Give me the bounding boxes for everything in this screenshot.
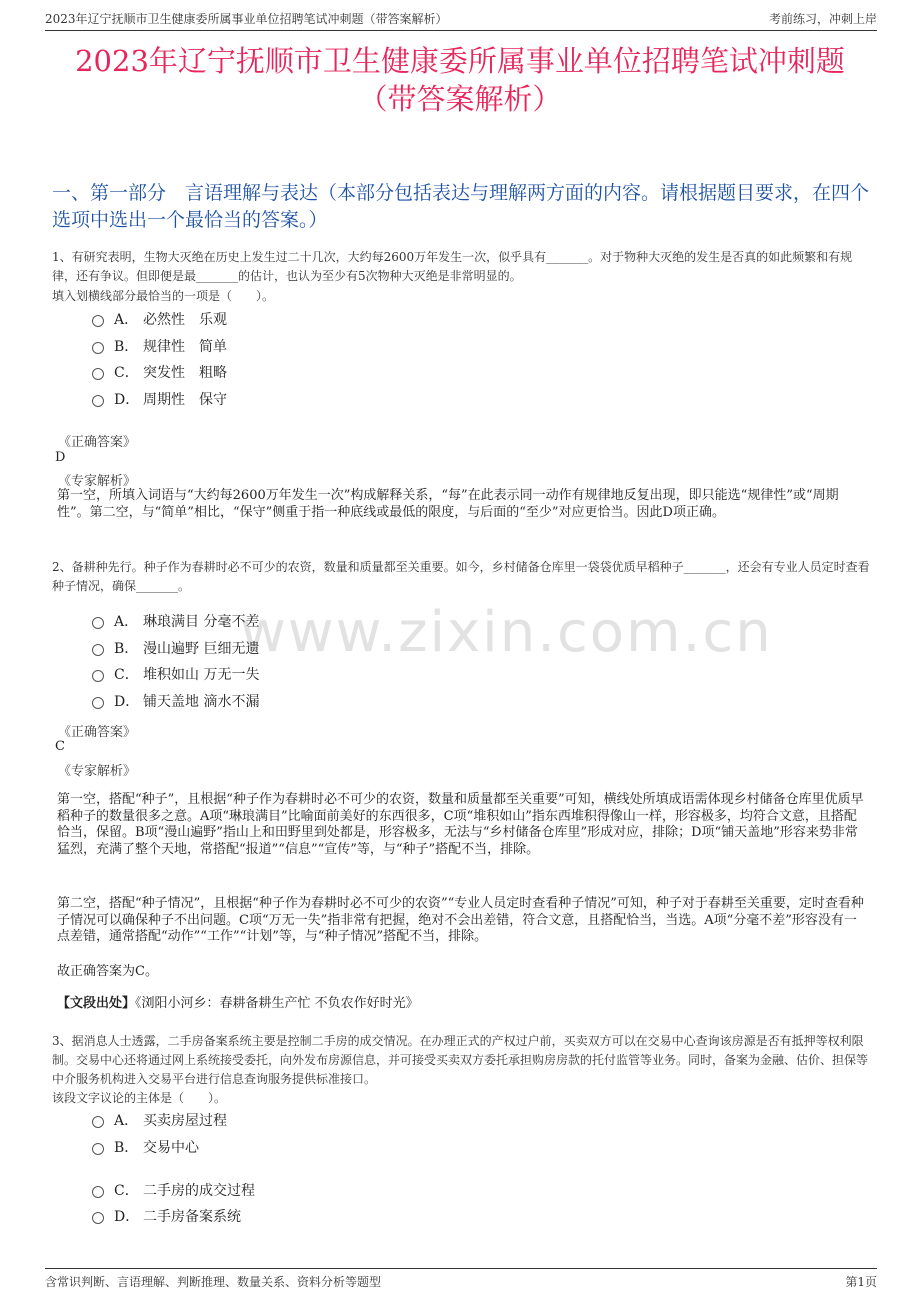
q1-analysis-label: 《专家解析》 [58, 474, 137, 489]
option-text: 琳琅满目 分毫不差 [143, 614, 260, 630]
source-label: 【文段出处】 [57, 996, 136, 1011]
radio-icon[interactable] [92, 644, 104, 656]
option-text: 二手房备案系统 [143, 1209, 241, 1225]
q2-option-d[interactable] [92, 691, 259, 711]
q1-answer-label: 《正确答案》 [58, 435, 137, 450]
radio-icon[interactable] [92, 368, 104, 380]
q2-source [57, 996, 869, 1013]
radio-icon[interactable] [92, 1116, 104, 1128]
option-letter: A． [114, 614, 139, 630]
title-line-1: 2023年辽宁抚顺市卫生健康委所属事业单位招聘笔试冲刺题 [75, 44, 845, 78]
option-letter: D． [114, 1209, 140, 1225]
option-text: 必然性 乐观 [143, 312, 227, 328]
q1-option-d[interactable] [92, 389, 227, 409]
option-letter: A． [114, 1113, 139, 1129]
footer-description: 含常识判断、言语理解、判断推理、数量关系、资料分析等题型 [45, 1275, 382, 1289]
q3-option-d[interactable] [92, 1206, 241, 1226]
question-1-prompt: 填入划横线部分最恰当的一项是（ ）。 [52, 289, 275, 303]
option-text: 突发性 粗略 [143, 365, 227, 381]
option-letter: C． [114, 667, 139, 683]
radio-icon[interactable] [92, 617, 104, 629]
option-text: 交易中心 [143, 1140, 199, 1156]
option-text: 漫山遍野 巨细无遗 [143, 641, 260, 657]
option-text: 周期性 保守 [143, 392, 227, 408]
option-letter: D． [114, 392, 140, 408]
option-letter: A． [114, 312, 139, 328]
question-1-stem: 1、有研究表明，生物大灭绝在历史上发生过二十几次，大约每2600万年发生一次，似乎具有_______。对于物种大灭绝的发生是否真的如此频繁和有规律，还有争议。但即便是最_______的估计，也认为至少有5次物种大灭绝是非常明显的。 [52, 250, 853, 283]
option-text: 铺天盖地 滴水不漏 [143, 694, 260, 710]
q2-answer-label: 《正确答案》 [58, 725, 137, 740]
option-letter: B． [114, 641, 139, 657]
page-number: 第1页 [845, 1275, 877, 1289]
question-3-prompt: 该段文字议论的主体是（ ）。 [52, 1091, 227, 1105]
option-text: 规律性 简单 [143, 339, 227, 355]
header-title: 2023年辽宁抚顺市卫生健康委所属事业单位招聘笔试冲刺题（带答案解析） [45, 12, 448, 26]
option-letter: B． [114, 339, 139, 355]
q2-analysis-paragraph-2: 第二空，搭配“种子情况”，且根据“种子作为春耕时必不可少的农资”“专业人员定时查看种子情况”可知，种子对于春耕至关重要，定时查看种子情况可以确保种子不出问题。C项“万无一失”指非常有把握，绝对不会出差错，符合文意，且搭配恰当，当选。A项“分毫不差”形容没有一点差错，通常搭配“动作”“工作”“计划”等，与“种子情况”搭配不当，排除。 [57, 896, 864, 944]
option-letter: D． [114, 694, 140, 710]
radio-icon[interactable] [92, 395, 104, 407]
option-letter: C． [114, 365, 139, 381]
radio-icon[interactable] [92, 670, 104, 682]
page-title [40, 42, 880, 118]
header-slogan: 考前练习，冲刺上岸 [768, 12, 877, 26]
q2-option-b[interactable] [92, 638, 259, 658]
q1-option-b[interactable] [92, 336, 227, 356]
source-text: 《浏阳小河乡：春耕备耕生产忙 不负农作好时光》 [135, 996, 419, 1011]
q2-conclusion: 故正确答案为C。 [57, 964, 158, 979]
question-3-stem: 3、据消息人士透露，二手房备案系统主要是控制二手房的成交情况。在办理正式的产权过户前，买卖双方可以在交易中心查询该房源是否有抵押等权利限制。交易中心还将通过网上系统接受委托，向外发布房源信息，并可接受买卖双方委托承担购房房款的托付监管等业务。同时，备案为金融、估价、担保等中介服务机构进入交易平台进行信息查询服务提供标准接口。 [52, 1034, 869, 1086]
footer-divider [45, 1268, 877, 1269]
header-divider [45, 30, 877, 31]
q1-option-a[interactable] [92, 309, 227, 329]
q2-analysis-label: 《专家解析》 [58, 764, 137, 779]
title-line-2: （带答案解析） [358, 82, 562, 116]
q2-analysis-paragraph-1: 第一空，搭配“种子”，且根据“种子作为春耕时必不可少的农资，数量和质量都至关重要”可知，横线处所填成语需体现乡村储备仓库里优质早稻种子的数量很多之意。A项“琳琅满目”比喻面前美好的东西很多，C项“堆积如山”指东西堆积得像山一样，形容极多，均符合文意，且搭配恰当，保留。B项“漫山遍野”指山上和田野里到处都是，形容极多，无法与“乡村储备仓库里”形成对应，排除；D项“铺天盖地”形容来势非常猛烈，充满了整个天地，常搭配“报道”“信息”“宣传”等，与“种子”搭配不当，排除。 [57, 792, 864, 857]
radio-icon[interactable] [92, 1212, 104, 1224]
q2-option-a[interactable] [92, 611, 259, 631]
radio-icon[interactable] [92, 342, 104, 354]
q3-option-a[interactable] [92, 1110, 227, 1130]
radio-icon[interactable] [92, 697, 104, 709]
radio-icon[interactable] [92, 315, 104, 327]
option-text: 堆积如山 万无一失 [143, 667, 260, 683]
question-2-stem: 2、备耕种先行。种子作为春耕时必不可少的农资，数量和质量都至关重要。如今，乡村储备仓库里一袋袋优质早稻种子_______，还会有专业人员定时查看种子情况，确保_______。 [52, 560, 870, 593]
q2-answer: C [55, 739, 65, 754]
q1-option-c[interactable] [92, 362, 227, 382]
q1-analysis: 第一空，所填入词语与“大约每2600万年发生一次”构成解释关系，“每”在此表示同一动作有规律地反复出现，即只能选“规律性”或“周期性”。第二空，与“简单”相比，“保守”侧重于指一种底线或最低的限度，与后面的“至少”对应更恰当。因此D项正确。 [57, 488, 839, 520]
option-letter: C． [114, 1183, 139, 1199]
section-heading: 一、第一部分 言语理解与表达（本部分包括表达与理解两方面的内容。请根据题目要求，在四个选项中选出一个最恰当的答案。） [52, 182, 870, 231]
radio-icon[interactable] [92, 1186, 104, 1198]
q1-answer: D [55, 450, 66, 465]
option-text: 买卖房屋过程 [143, 1113, 227, 1129]
q3-option-c[interactable] [92, 1180, 255, 1200]
q2-option-c[interactable] [92, 664, 259, 684]
radio-icon[interactable] [92, 1143, 104, 1155]
q3-option-b[interactable] [92, 1137, 199, 1157]
option-letter: B． [114, 1140, 139, 1156]
watermark: www.zixin.com.cn [240, 600, 773, 665]
option-text: 二手房的成交过程 [143, 1183, 255, 1199]
